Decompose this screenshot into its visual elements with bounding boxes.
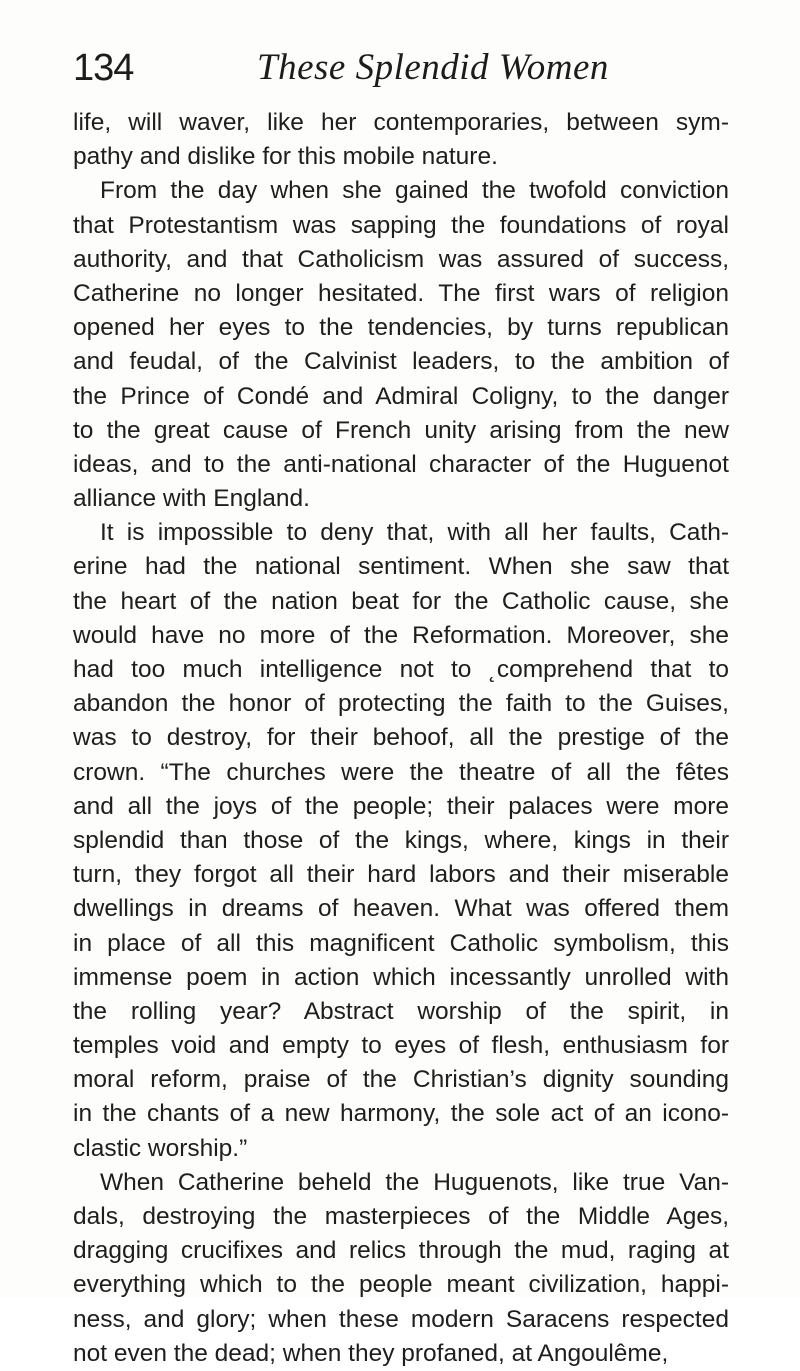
text-line: the Prince of Condé and Admiral Coligny, to the danger — [73, 382, 729, 410]
text-line: When Catherine beheld the Huguenots, like true Van- — [100, 1168, 729, 1196]
text-line: temples void and empty to eyes of flesh, enthusiasm for — [73, 1032, 729, 1060]
text-line: Catherine no longer hesitated. The first wars of religion — [73, 279, 729, 307]
text-line: immense poem in action which incessantly unrolled with — [73, 963, 729, 991]
page-header — [73, 46, 733, 96]
text-line: the rolling year? Abstract worship of the spirit, in — [73, 997, 729, 1025]
text-line: opened her eyes to the tendencies, by turns republican — [73, 314, 729, 342]
text-line: abandon the honor of protecting the faith to the Guises, — [73, 690, 729, 718]
text-line: pathy and dislike for this mobile nature. — [73, 143, 498, 171]
body-text — [73, 106, 729, 1371]
text-line: ness, and glory; when these modern Saracens respected — [73, 1305, 729, 1333]
text-line: alliance with England. — [73, 485, 310, 513]
page-number: 134 — [73, 47, 134, 89]
text-line: ideas, and to the anti-national character of the Huguenot — [73, 450, 729, 478]
text-line: It is impossible to deny that, with all her faults, Cath- — [100, 519, 729, 547]
text-line: splendid than those of the kings, where, kings in their — [73, 826, 729, 854]
text-line: to the great cause of French unity arising from the new — [73, 416, 729, 444]
text-line: would have no more of the Reformation. Moreover, she — [73, 621, 729, 649]
text-line: authority, and that Catholicism was assured of success, — [73, 245, 729, 273]
text-line: not even the dead; when they profaned, at Angoulême, — [73, 1339, 669, 1367]
text-line: dwellings in dreams of heaven. What was offered them — [73, 895, 729, 923]
text-line: the heart of the nation beat for the Catholic cause, she — [73, 587, 729, 615]
text-line: in place of all this magnificent Catholic symbolism, this — [73, 929, 729, 957]
text-line: moral reform, praise of the Christian’s dignity sounding — [73, 1066, 729, 1094]
text-line: had too much intelligence not to ˛comprehend that to — [73, 656, 729, 683]
text-line: From the day when she gained the twofold conviction — [100, 177, 729, 205]
text-line: and feudal, of the Calvinist leaders, to the ambition of — [73, 348, 729, 376]
text-line: that Protestantism was sapping the foundations of royal — [73, 211, 729, 239]
text-line: crown. “The churches were the theatre of all the fêtes — [73, 758, 729, 786]
text-line: dals, destroying the masterpieces of the Middle Ages, — [73, 1203, 729, 1230]
text-line: erine had the national sentiment. When she saw that — [73, 553, 729, 581]
text-line: life, will waver, like her contemporaries, between sym- — [73, 109, 729, 136]
text-line: was to destroy, for their behoof, all the prestige of the — [73, 724, 729, 752]
running-title: These Splendid Women — [257, 47, 609, 88]
text-line: everything which to the people meant civilization, happi- — [73, 1271, 729, 1299]
text-line: clastic worship.” — [73, 1134, 248, 1162]
text-line: turn, they forgot all their hard labors and their miserable — [73, 861, 729, 889]
text-line: in the chants of a new harmony, the sole act of an icono- — [73, 1100, 729, 1128]
text-line: dragging crucifixes and relics through the mud, raging at — [73, 1237, 729, 1265]
text-line: and all the joys of the people; their palaces were more — [73, 792, 729, 820]
